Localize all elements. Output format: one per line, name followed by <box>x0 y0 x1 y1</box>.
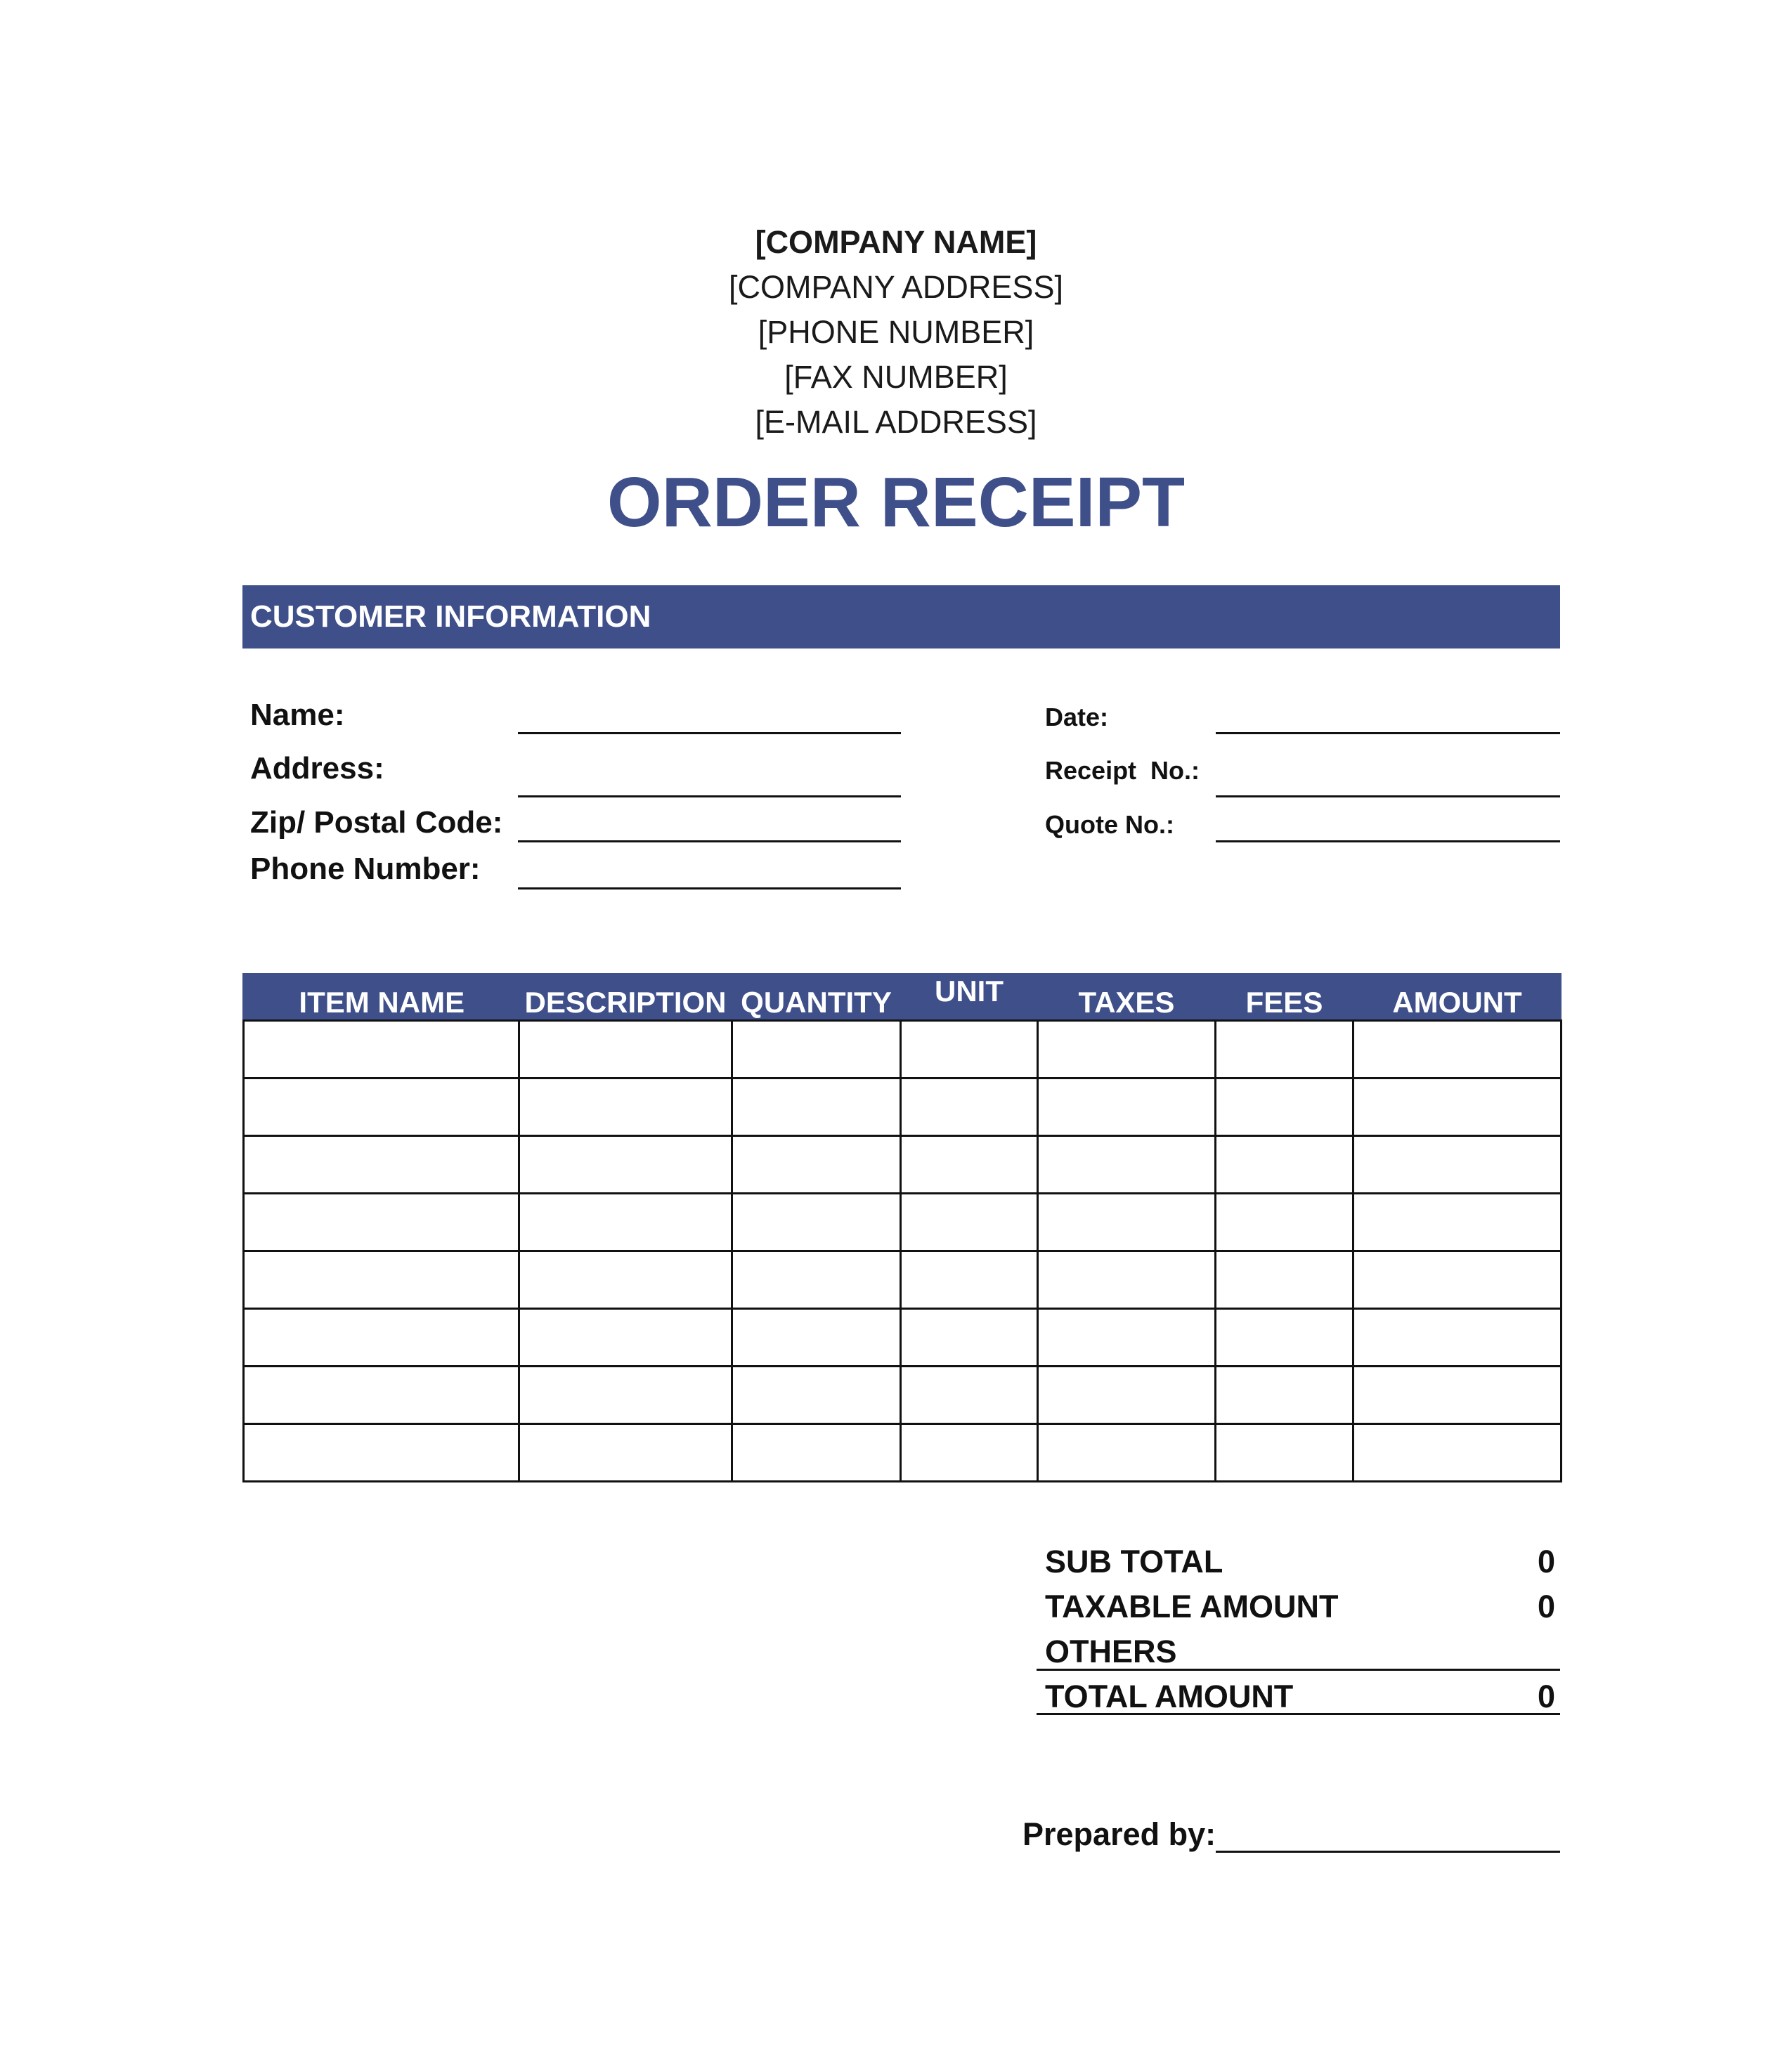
taxable-amount-label: TAXABLE AMOUNT <box>1045 1589 1339 1624</box>
description-cell[interactable] <box>519 1078 732 1136</box>
amount-cell[interactable] <box>1353 1367 1561 1424</box>
name-field[interactable] <box>518 732 901 734</box>
company-address: [COMPANY ADDRESS] <box>729 269 1063 305</box>
date-field[interactable] <box>1216 732 1560 734</box>
description-cell[interactable] <box>519 1194 732 1251</box>
amount-cell[interactable] <box>1353 1021 1561 1078</box>
unit-cell[interactable] <box>901 1424 1038 1482</box>
unit-cell[interactable] <box>901 1194 1038 1251</box>
description-cell[interactable] <box>519 1309 732 1367</box>
item-name-cell[interactable] <box>244 1021 519 1078</box>
table-row <box>244 1424 1561 1482</box>
table-row <box>244 1136 1561 1194</box>
amount-cell[interactable] <box>1353 1078 1561 1136</box>
taxes-cell[interactable] <box>1038 1367 1216 1424</box>
fees-cell[interactable] <box>1216 1136 1353 1194</box>
item-name-cell[interactable] <box>244 1078 519 1136</box>
total-amount-label: TOTAL AMOUNT <box>1045 1679 1294 1714</box>
zip-postal-code-field[interactable] <box>518 840 901 842</box>
fees-cell[interactable] <box>1216 1251 1353 1309</box>
quantity-cell[interactable] <box>732 1424 901 1482</box>
quote-number-field[interactable] <box>1216 840 1560 842</box>
unit-cell[interactable] <box>901 1078 1038 1136</box>
table-header-row <box>244 973 1561 1021</box>
sub-total-label: SUB TOTAL <box>1045 1544 1223 1579</box>
header-taxes: TAXES <box>1038 973 1216 1021</box>
document-title: ORDER RECEIPT <box>606 463 1186 542</box>
header-fees: FEES <box>1216 973 1353 1021</box>
taxes-cell[interactable] <box>1038 1424 1216 1482</box>
name-label: Name: <box>250 698 345 732</box>
table-row <box>244 1367 1561 1424</box>
fees-cell[interactable] <box>1216 1424 1353 1482</box>
item-name-cell[interactable] <box>244 1309 519 1367</box>
table-row <box>244 1251 1561 1309</box>
quantity-cell[interactable] <box>732 1251 901 1309</box>
total-divider-bottom <box>1037 1713 1560 1715</box>
items-table <box>242 973 1562 1482</box>
item-name-cell[interactable] <box>244 1367 519 1424</box>
taxes-cell[interactable] <box>1038 1251 1216 1309</box>
table-row <box>244 1021 1561 1078</box>
fees-cell[interactable] <box>1216 1309 1353 1367</box>
address-field[interactable] <box>518 795 901 797</box>
description-cell[interactable] <box>519 1136 732 1194</box>
company-email: [E-MAIL ADDRESS] <box>755 404 1037 440</box>
table-row <box>244 1309 1561 1367</box>
header-item-name: ITEM NAME <box>244 973 519 1021</box>
date-label: Date: <box>1045 703 1109 731</box>
amount-cell[interactable] <box>1353 1251 1561 1309</box>
unit-cell[interactable] <box>901 1136 1038 1194</box>
quantity-cell[interactable] <box>732 1021 901 1078</box>
unit-cell[interactable] <box>901 1251 1038 1309</box>
company-fax: [FAX NUMBER] <box>784 359 1008 395</box>
item-name-cell[interactable] <box>244 1251 519 1309</box>
taxes-cell[interactable] <box>1038 1136 1216 1194</box>
quantity-cell[interactable] <box>732 1136 901 1194</box>
prepared-by-field[interactable] <box>1216 1851 1560 1853</box>
table-row <box>244 1078 1561 1136</box>
description-cell[interactable] <box>519 1424 732 1482</box>
taxes-cell[interactable] <box>1038 1309 1216 1367</box>
taxes-cell[interactable] <box>1038 1021 1216 1078</box>
description-cell[interactable] <box>519 1021 732 1078</box>
amount-cell[interactable] <box>1353 1424 1561 1482</box>
item-name-cell[interactable] <box>244 1136 519 1194</box>
phone-number-field[interactable] <box>518 887 901 889</box>
unit-cell[interactable] <box>901 1367 1038 1424</box>
taxable-amount-value: 0 <box>1537 1589 1555 1624</box>
fees-cell[interactable] <box>1216 1194 1353 1251</box>
company-name: [COMPANY NAME] <box>755 224 1037 260</box>
amount-cell[interactable] <box>1353 1136 1561 1194</box>
description-cell[interactable] <box>519 1367 732 1424</box>
header-unit: UNIT <box>901 973 1038 1021</box>
receipt-number-label: Receipt No.: <box>1045 756 1200 785</box>
fees-cell[interactable] <box>1216 1367 1353 1424</box>
item-name-cell[interactable] <box>244 1194 519 1251</box>
others-label: OTHERS <box>1045 1634 1177 1669</box>
receipt-number-field[interactable] <box>1216 795 1560 797</box>
address-label: Address: <box>250 751 384 786</box>
quantity-cell[interactable] <box>732 1309 901 1367</box>
amount-cell[interactable] <box>1353 1309 1561 1367</box>
customer-information-heading: CUSTOMER INFORMATION <box>242 585 1560 649</box>
fees-cell[interactable] <box>1216 1078 1353 1136</box>
quantity-cell[interactable] <box>732 1367 901 1424</box>
zip-postal-code-label: Zip/ Postal Code: <box>250 805 503 840</box>
unit-cell[interactable] <box>901 1021 1038 1078</box>
quote-number-label: Quote No.: <box>1045 810 1174 839</box>
header-amount: AMOUNT <box>1353 973 1561 1021</box>
taxes-cell[interactable] <box>1038 1194 1216 1251</box>
company-phone: [PHONE NUMBER] <box>758 314 1034 350</box>
unit-cell[interactable] <box>901 1309 1038 1367</box>
amount-cell[interactable] <box>1353 1194 1561 1251</box>
fees-cell[interactable] <box>1216 1021 1353 1078</box>
quantity-cell[interactable] <box>732 1078 901 1136</box>
quantity-cell[interactable] <box>732 1194 901 1251</box>
table-row <box>244 1194 1561 1251</box>
phone-number-label: Phone Number: <box>250 852 481 886</box>
header-description: DESCRIPTION <box>519 973 732 1021</box>
total-divider-top <box>1037 1669 1560 1671</box>
total-amount-value: 0 <box>1537 1679 1555 1714</box>
prepared-by-label: Prepared by: <box>1022 1816 1216 1852</box>
description-cell[interactable] <box>519 1251 732 1309</box>
taxes-cell[interactable] <box>1038 1078 1216 1136</box>
header-quantity: QUANTITY <box>732 973 901 1021</box>
item-name-cell[interactable] <box>244 1424 519 1482</box>
sub-total-value: 0 <box>1537 1544 1555 1579</box>
